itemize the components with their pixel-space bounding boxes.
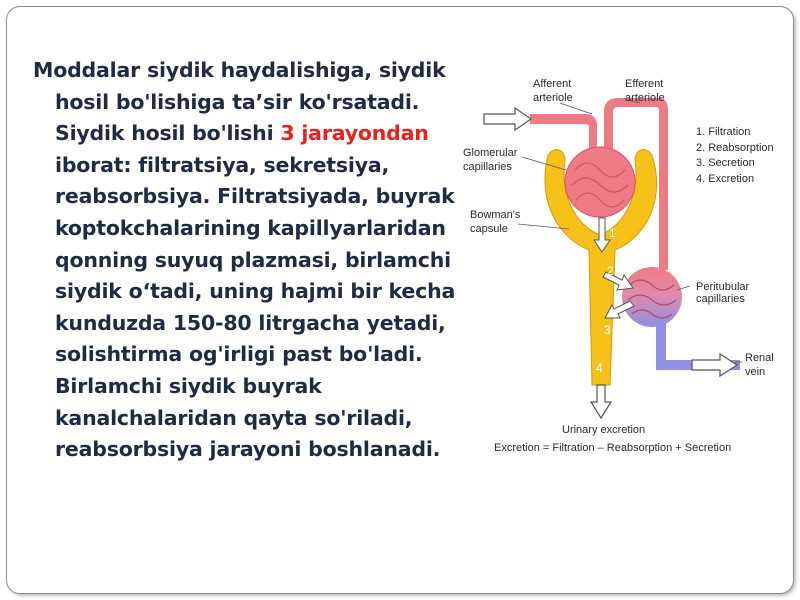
bowman-label-1: Bowman's (470, 209, 521, 221)
renal-label-2: vein (745, 366, 766, 378)
blood-out-arrow (692, 354, 737, 376)
step-number-4: 4 (596, 361, 603, 375)
step-label-filtration: 1. Filtration (696, 126, 751, 138)
bowman-label-2: capsule (470, 223, 508, 235)
excretion-equation: Excretion = Filtration – Reabsorption + Secretion (494, 442, 732, 454)
glomerular-label-1: Glomerular (463, 147, 518, 159)
excretion-arrow (591, 385, 611, 418)
step-number-2: 2 (607, 264, 614, 278)
step-label-secretion: 3. Secretion (696, 157, 755, 169)
blood-in-arrow (484, 108, 531, 130)
afferent-label-1: Afferent (533, 78, 572, 90)
body-text (33, 55, 463, 466)
afferent-label-2: arteriole (533, 92, 573, 104)
nephron-diagram (455, 68, 795, 468)
efferent-label-2: arteriole (625, 92, 665, 104)
peritubular-label-1: Peritubular (696, 281, 750, 293)
highlight-text: 3 jarayondan (280, 121, 429, 146)
text-after-highlight: iborat: filtratsiya, sekretsiya, reabsorbsiya. Filtratsiyada, buyrak koptokchalarining kapillyarlaridan qonning suyuq plazmasi, birlamchi siydik o‘tadi, uning hajmi bir kecha kunduzda 150-80 litrgacha yetadi, solishtirma og'irligi past bo'ladi. Birlamchi siydik buyrak kanalchalaridan qayta so'riladi, reabsorbsiya jarayoni boshlanadi. (55, 152, 456, 462)
peritubular-capillaries-shape (622, 267, 682, 327)
step-number-1: 1 (609, 226, 616, 240)
afferent-arteriole-shape (530, 114, 597, 150)
step-label-excretion: 4. Excretion (696, 173, 755, 185)
peritubular-label-2: capillaries (696, 293, 745, 305)
text-before-highlight: Moddalar siydik haydalishiga, siydik hosil bo'lishiga ta’sir ko'rsatadi. Siydik hosil bo'lishi (33, 58, 446, 146)
step-label-reabsorption: 2. Reabsorption (696, 142, 774, 154)
efferent-label-1: Efferent (625, 78, 664, 90)
step-number-3: 3 (604, 323, 611, 337)
glomerular-label-2: capillaries (463, 161, 512, 173)
renal-label-1: Renal (745, 352, 774, 364)
urinary-excretion-label: Urinary excretion (562, 424, 646, 436)
body-paragraph (33, 55, 463, 466)
